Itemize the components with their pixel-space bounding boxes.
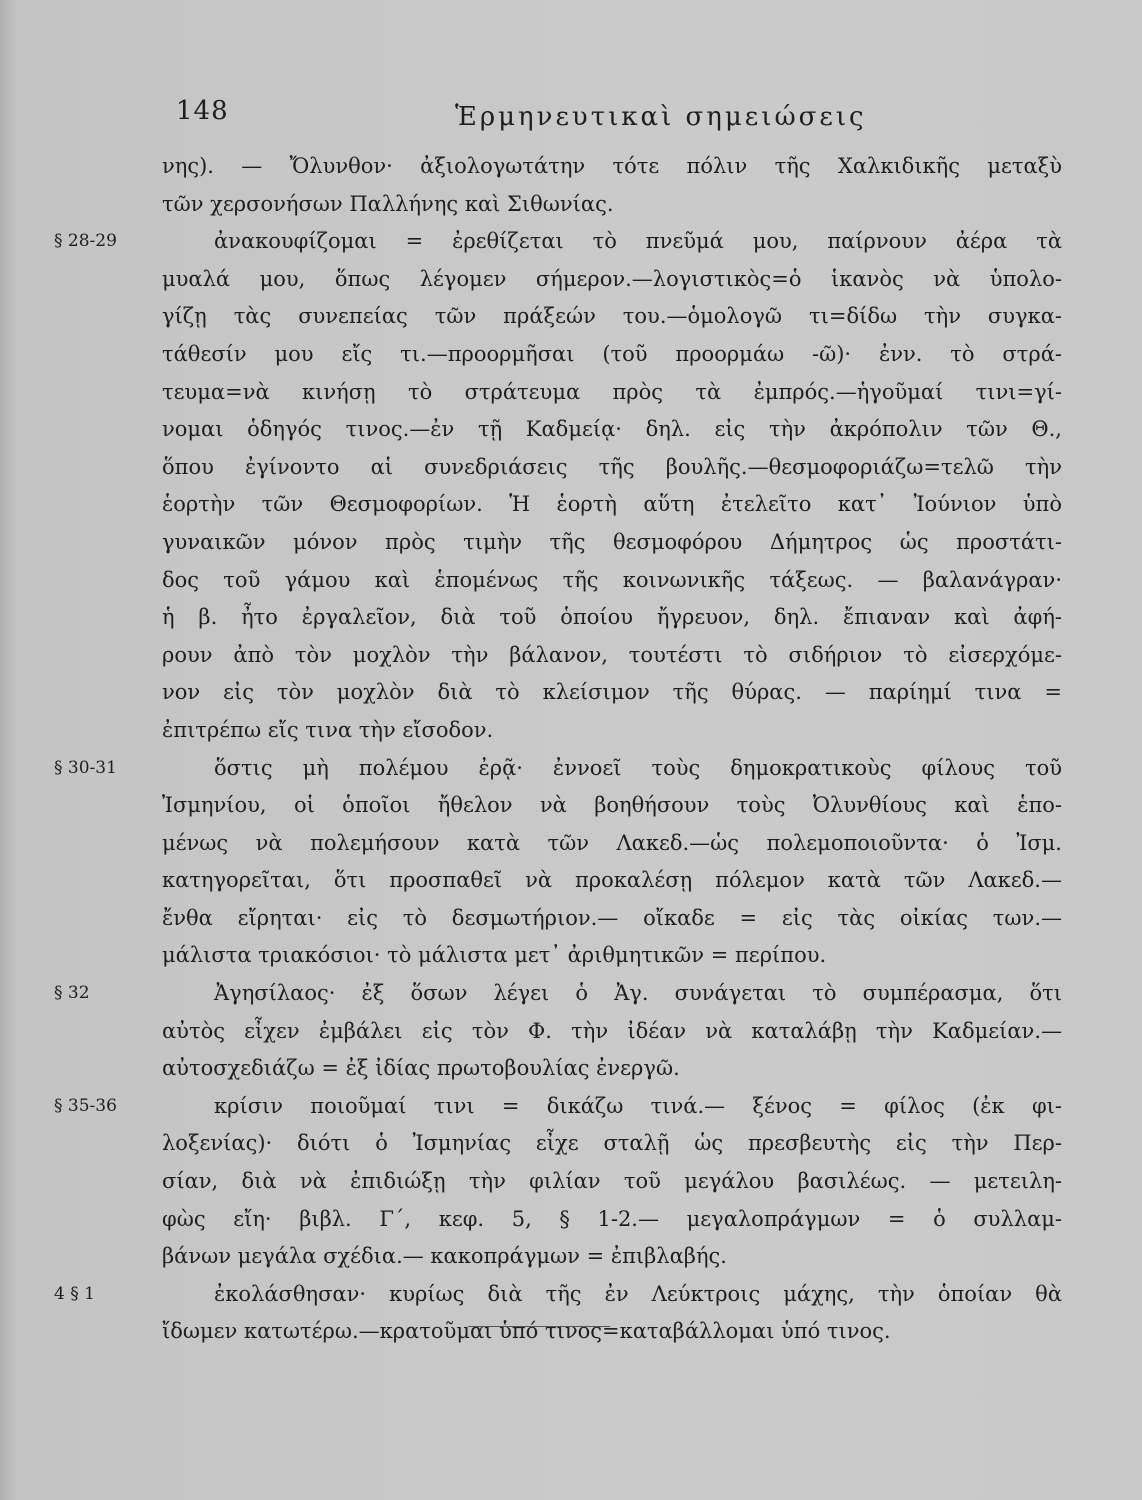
text-line: μυαλά μου, ὅπως λέγομεν σήμερον.—λογιστικὸς=ὁ ἱκανὸς νὰ ὑπολο- xyxy=(162,266,1062,291)
text-line: νομαι ὁδηγός τινος.—ἐν τῇ Καδμείᾳ· δηλ. εἰς τὴν ἀκρόπολιν τῶν Θ., xyxy=(162,417,1062,442)
text-line: τάθεσίν μου εἴς τι.—προορμῆσαι (τοῦ προορμάω -ῶ)· ἐνν. τὸ στρά- xyxy=(162,341,1062,366)
running-head: Ἑρμηνευτικαὶ σημειώσεις xyxy=(455,102,867,132)
text-line: Ἰσμηνίου, οἱ ὁποῖοι ἤθελον νὰ βοηθήσουν τοὺς Ὀλυνθίους καὶ ἑπο- xyxy=(162,793,1062,818)
text-line: ἴδωμεν κατωτέρω.—κρατοῦμαι ὑπό τινος=καταβάλλομαι ὑπό τινος. xyxy=(162,1319,891,1344)
text-line: φὼς εἴη· βιβλ. Γ´, κεφ. 5, § 1-2.— μεγαλοπράγμων = ὁ συλλαμ- xyxy=(162,1206,1062,1231)
text-line: αὐτὸς εἶχεν ἐμβάλει εἰς τὸν Φ. τὴν ἰδέαν νὰ καταλάβῃ τὴν Καδμείαν.— xyxy=(162,1018,1062,1043)
section-ref: § 32 xyxy=(54,983,90,1004)
entry-4-1 xyxy=(54,1276,1062,1351)
text-line: νης). — Ὄλυνθον· ἀξιολογωτάτην τότε πόλιν τῆς Χαλκιδικῆς μεταξὺ xyxy=(162,154,1062,178)
page-number: 148 xyxy=(176,96,229,126)
text-line: γυναικῶν μόνον πρὸς τιμὴν τῆς θεσμοφόρου Δήμητρος ὡς προστάτι- xyxy=(162,529,1062,554)
text-line: τευμα=νὰ κινήσῃ τὸ στράτευμα πρὸς τὰ ἐμπρός.—ἡγοῦμαί τινι=γί- xyxy=(162,379,1062,404)
text-line: μένως νὰ πολεμήσουν κατὰ τῶν Λακεδ.—ὡς πολεμοποιοῦντα· ὁ Ἰσμ. xyxy=(162,830,1062,855)
text-line: ρουν ἀπὸ τὸν μοχλὸν τὴν βάλανον, τουτέστι τὸ σιδήριον τὸ εἰσερχόμε- xyxy=(162,642,1062,667)
text-line: ἀνακουφίζομαι = ἐρεθίζεται τὸ πνεῦμά μου, παίρνουν ἀέρα τὰ xyxy=(214,229,1062,254)
text-line: μάλιστα τριακόσιοι· τὸ μάλιστα μετ᾽ ἀριθμητικῶν = περίπου. xyxy=(162,943,827,968)
entry-continuation xyxy=(162,148,1062,223)
entry-30-31 xyxy=(54,750,1062,976)
text-line: νον εἰς τὸν μοχλὸν διὰ τὸ κλείσιμον τῆς θύρας. — παρίημί τινα = xyxy=(162,680,1062,705)
text-line: γίζῃ τὰς συνεπείας τῶν πράξεών του.—ὁμολογῶ τι=δίδω τὴν συγκα- xyxy=(162,304,1062,329)
section-ref: § 30-31 xyxy=(54,757,117,778)
text-line: βάνων μεγάλα σχέδια.— κακοπράγμων = ἐπιβλαβής. xyxy=(162,1244,727,1269)
section-ref: § 28-29 xyxy=(54,231,117,252)
section-ref: § 35-36 xyxy=(54,1095,117,1116)
text-line: ἡ β. ἦτο ἐργαλεῖον, διὰ τοῦ ὁποίου ἤγρευον, δηλ. ἔπιαναν καὶ ἀφή- xyxy=(162,605,1062,630)
text-line: ἑορτὴν τῶν Θεσμοφορίων. Ἡ ἑορτὴ αὕτη ἐτελεῖτο κατ᾽ Ἰούνιον ὑπὸ xyxy=(162,492,1062,517)
entry-32 xyxy=(54,975,1062,1088)
text-line: κρίσιν ποιοῦμαί τινι = δικάζω τινά.— ξένος = φίλος (ἐκ φι- xyxy=(214,1093,1062,1118)
text-line: ὅπου ἐγίνοντο αἱ συνεδριάσεις τῆς βουλῆς.—θεσμοφοριάζω=τελῶ τὴν xyxy=(162,454,1062,479)
text-line: ἐκολάσθησαν· κυρίως διὰ τῆς ἐν Λεύκτροις μάχης, τὴν ὁποίαν θὰ xyxy=(214,1281,1062,1306)
text-line: ἐπιτρέπω εἴς τινα τὴν εἴσοδον. xyxy=(162,717,494,742)
text-line: δος τοῦ γάμου καὶ ἑπομένως τῆς κοινωνικῆς τάξεως. — βαλανάγραν· xyxy=(162,567,1062,592)
text-line: ὅστις μὴ πολέμου ἐρᾷ· ἐννοεῖ τοὺς δημοκρατικοὺς φίλους τοῦ xyxy=(214,755,1062,780)
section-ref: 4 § 1 xyxy=(54,1283,95,1304)
text-line: Ἀγησίλαος· ἐξ ὅσων λέγει ὁ Ἀγ. συνάγεται τὸ συμπέρασμα, ὅτι xyxy=(214,981,1062,1006)
text-line: σίαν, διὰ νὰ ἐπιδιώξῃ τὴν φιλίαν τοῦ μεγάλου βασιλέως. — μετειλη- xyxy=(162,1169,1062,1194)
end-rule xyxy=(468,1326,610,1327)
commentary-body xyxy=(54,148,1062,1351)
text-line: αὐτοσχεδιάζω = ἐξ ἰδίας πρωτοβουλίας ἐνεργῶ. xyxy=(162,1056,680,1081)
text-line: κατηγορεῖται, ὅτι προσπαθεῖ νὰ προκαλέσῃ πόλεμον κατὰ τῶν Λακεδ.— xyxy=(162,868,1062,893)
entry-28-29 xyxy=(54,223,1062,749)
entry-35-36 xyxy=(54,1088,1062,1276)
text-line: τῶν χερσονήσων Παλλήνης καὶ Σιθωνίας. xyxy=(162,191,614,216)
text-line: λοξενίας)· διότι ὁ Ἰσμηνίας εἶχε σταλῇ ὡς πρεσβευτὴς εἰς τὴν Περ- xyxy=(162,1131,1062,1156)
text-line: ἔνθα εἴρηται· εἰς τὸ δεσμωτήριον.— οἴκαδε = εἰς τὰς οἰκίας των.— xyxy=(162,905,1062,930)
